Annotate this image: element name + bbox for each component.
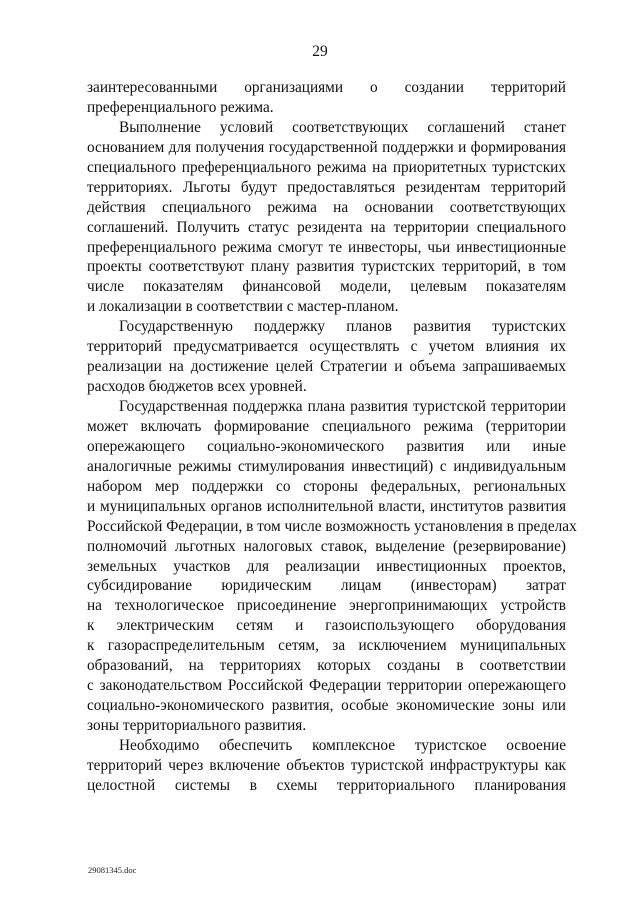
text-line: соглашений. Получить статус резидента на территории специального [87,218,566,236]
text-line: может включать формирование специального режима (территории [87,417,566,435]
text-line: аналогичные режимы стимулирования инвестиций) с индивидуальным [87,457,566,475]
footer-file-name: 29081345.doc [88,865,137,875]
text-line: Необходимо обеспечить комплексное туристское освоение [119,736,566,754]
paragraph [87,118,566,317]
text-line: образований, на территориях которых созданы в соответствии [87,657,566,675]
text-line: числе показателям финансовой модели, целевым показателям [87,278,566,296]
text-line: основанием для получения государственной поддержки и формирования [87,138,566,156]
page-number: 29 [312,43,328,60]
text-line: земельных участков для реализации инвестиционных проектов, [87,557,566,575]
text-line: с законодательством Российской Федерации территории опережающего [87,677,566,695]
text-line: субсидирование юридическим лицам (инвесторам) затрат [87,577,566,595]
text-line: опережающего социально-экономического развития или иные [87,437,566,455]
text-line: реализации на достижение целей Стратегии и объема запрашиваемых [87,358,566,376]
text-line: территорий через включение объектов туристской инфраструктуры как [87,756,566,774]
paragraph [87,736,566,796]
body-text [87,78,577,796]
text-line: проекты соответствуют плану развития туристских территорий, в том [87,258,566,276]
text-line: преференциального режима. [87,98,274,116]
text-line: действия специального режима на основании соответствующих [87,198,566,216]
text-line: территориях. Льготы будут предоставляться резидентам территорий [87,178,566,196]
text-line: и локализации в соответствии с мастер-планом. [87,298,399,316]
text-line: социально-экономического развития, особые экономические зоны или [87,697,566,715]
text-line: Выполнение условий соответствующих соглашений станет [119,118,566,136]
text-line: Государственная поддержка плана развития туристской территории [119,398,566,415]
text-line: Государственную поддержку планов развития туристских [119,318,566,336]
text-line: заинтересованными организациями о создании территорий [87,79,566,96]
text-line: специального преференциального режима на приоритетных туристских [87,158,566,176]
paragraph [87,78,566,118]
text-line: полномочий льготных налоговых ставок, выделение (резервирование) [87,537,566,555]
text-line: Российской Федерации, в том числе возможность установления в пределах [87,517,577,535]
text-line: территорий предусматривается осуществлять с учетом влияния их [87,338,566,356]
text-line: целостной системы в схемы территориального планирования [87,776,566,794]
text-line: и муниципальных органов исполнительной власти, институтов развития [87,497,566,515]
text-line: зоны территориального развития. [87,717,307,734]
text-line: к электрическим сетям и газоиспользующего оборудования [87,617,566,635]
paragraph [87,317,566,397]
text-line: набором мер поддержки со стороны федеральных, региональных [87,477,566,495]
text-line: к газораспределительным сетям, за исключением муниципальных [87,637,566,655]
paragraph [87,397,577,736]
text-line: расходов бюджетов всех уровней. [87,378,307,396]
text-line: преференциального режима смогут те инвесторы, чьи инвестиционные [87,238,566,256]
text-line: на технологическое присоединение энергопринимающих устройств [87,597,566,615]
